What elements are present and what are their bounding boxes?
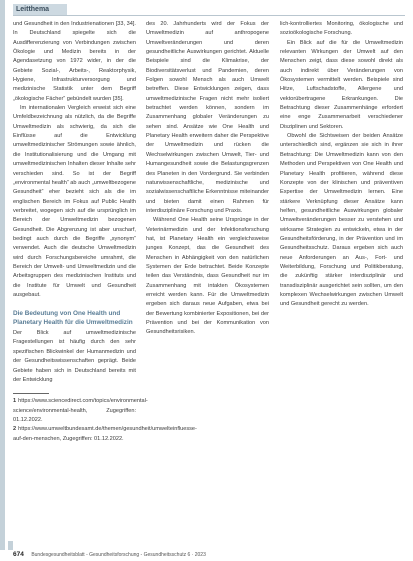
footnote (13, 425, 197, 444)
paragraph: und Gesundheit in den Industrienationen [33, 34]. In Deutschland spiegelte sich die Ausdifferenzierung von Verbindungen zwischen Ökologie und Medizin bereits in der Agendasetzung von 1972 wider, in der die Gebiete Sozial-, Arbeits-, Reaktorphysik, Hygiene, Infrastrukturversorgung und medizinische Statistik unter dem Begriff „ökologische Fächer“ gebündelt wurden [35]. (13, 21, 136, 102)
footnote-rule (13, 393, 49, 394)
section-heading: Die Bedeutung von One Health und Planetary Health für die Umweltmedizin (13, 310, 133, 326)
journal-title: Bundesgesundheitsblatt - Gesundheitsforschung - Gesundheitsschutz 6 · 2023 (31, 552, 206, 558)
paragraph: Der Blick auf umweltmedizinische Fragestellungen ist häufig durch den sehr spezifischen Blickwinkel der Humanmedizin und der Gesundheitswissenschaften geprägt. Beide Gebiete haben sich in Deutschland bereits mit der Entwicklung (13, 330, 136, 383)
paragraph: lich-kontrolliertes Monitoring, ökologische und sozioökologische Forschung. (280, 21, 403, 37)
text-column-2 (146, 20, 269, 338)
footnote-text: https://www.umweltbundesamt.de/themen/gesundheit/umwelteinfluesse-auf-den-menschen, Zugegriffen: 01.12.2022. (13, 426, 197, 442)
paragraph: Ein Blick auf die für die Umweltmedizin relevanten Wirkungen der Umwelt auf den Menschen zeigt, dass diese sowohl direkt als auch indirekt über Veränderungen von Ökosystemen vermittelt werden. Beispiele sind Hitze, Luftschadstoffe, Allergene und vektorübertragene Erkrankungen. Die Betrachtung dieser Zusammenhänge erfordert eine enge Zusammenarbeit verschiedener Disziplinen und Sektoren. (280, 39, 403, 130)
header-rule (13, 15, 405, 16)
footnote-number: 2 (13, 426, 17, 433)
paragraph: Während One Health seine Ursprünge in der Veterinärmedizin und der Infektionsforschung hat, ist Planetary Health ein vergleichsweise junges Konzept, das die Gesundheit des Menschen in Abhängigkeit von den natürlichen Systemen der Erde betrachtet. Beide Konzepte teilen das Verständnis, dass Gesundheit nur im Zusammenhang mit intakten Ökosystemen erreicht werden kann. Für die Umweltmedizin ergeben sich daraus neue Aufgaben, etwa bei der Bewertung kombinierter Expositionen, bei der Prävention und bei der Kommunikation von Gesundheitsrisiken. (146, 217, 269, 336)
page-footer (13, 543, 206, 561)
text-column-1 (13, 20, 197, 444)
paragraph: Im internationalen Vergleich erweist sich eine Umfeldbezeichnung als nützlich, da die Begriffe Umweltmedizin als schwierig, da sich die Einflüsse auf die Entwicklung umweltmedizinischer Strömungen sowie ähnlich, die Institutionalisierung und die Umgang mit umweltmedizinischen Inhalten dieser Inhalte sehr verschieden sind. So ist der Begriff „environmental health“ ab auch „umweltbezogene Gesundheit“ eher bezieht sich als die im englischen Bereich im Fokus auf Public Health verbreitet, wogegen sich auf die ursprünglich im Bereich der Umweltmedizin bezogenen Gesundheit. Die Abgrenzung ist aber unscharf, bedingt auch durch die Begriffe „synonym“ verwendet. Auch die deutsche Umweltmedizin wird durch Forschungsbereiche umrahmt, die Bereich der Umwelt- und Umweltmedizin und die Arbeitsgruppen des medizinischen Instituts und die Institute für Umwelt und Gesundheit ausgebaut. (13, 105, 136, 298)
text-column-3 (280, 20, 403, 310)
footnote (13, 397, 148, 425)
page-number: 674 (13, 551, 24, 558)
side-color-bar (0, 0, 5, 550)
paragraph: des 20. Jahrhunderts wird der Fokus der Umweltmedizin auf anthropogene Umweltveränderungen und deren gesundheitliche Auswirkungen gerichtet. Aktuelle Beispiele sind die Klimakrise, der Biodiversitätsverlust und Pandemien, deren Folgen sowohl Mensch als auch Umwelt betreffen. Diese Entwicklungen zeigen, dass umweltmedizinische Fragen nicht mehr isoliert betrachtet werden können, sondern im Zusammenhang globaler Veränderungen zu sehen sind. Ansätze wie One Health und Planetary Health erweitern daher die Perspektive der Umweltmedizin und rücken die Wechselwirkungen zwischen Umwelt, Tier- und Humangesundheit sowie die Belastungsgrenzen des Planeten in den Vordergrund. Sie verbinden naturwissenschaftliche, medizinische und sozialwissenschaftliche Erkenntnisse miteinander und bieten damit einen Rahmen für interdisziplinäre Forschung und Praxis. (146, 21, 269, 214)
section-rubric: Leitthema (13, 4, 67, 15)
footnote-number: 1 (13, 398, 17, 405)
footnote-text: https://www.sciencedirect.com/topics/environmental-science/environmental-health, Zugegriffen: 01.12.2022. (13, 398, 148, 423)
paragraph: Obwohl die Sichtweisen der beiden Ansätze unterschiedlich sind, ergänzen sie sich in ihrer Betrachtung: Die Umweltmedizin kann von den Methoden und Perspektiven von One Health und Planetary Health profitieren, während diese Konzepte von der klinischen und präventiven Expertise der Umweltmedizin lernen. Eine stärkere Verknüpfung dieser Ansätze kann helfen, gesundheitliche Auswirkungen globaler Umweltveränderungen besser zu verstehen und wirksame Strategien zu entwickeln, etwa in der Gesundheitsförderung, in der Prävention und im Gesundheitsschutz. Daraus ergeben sich auch neue Anforderungen an Aus-, Fort- und Weiterbildung, Forschung und Politikberatung, die zukünftig stärker interdisziplinär und transdisziplinär ausgerichtet sein sollten, um den komplexen Wechselwirkungen zwischen Umwelt und Gesundheit gerecht zu werden. (280, 133, 403, 308)
